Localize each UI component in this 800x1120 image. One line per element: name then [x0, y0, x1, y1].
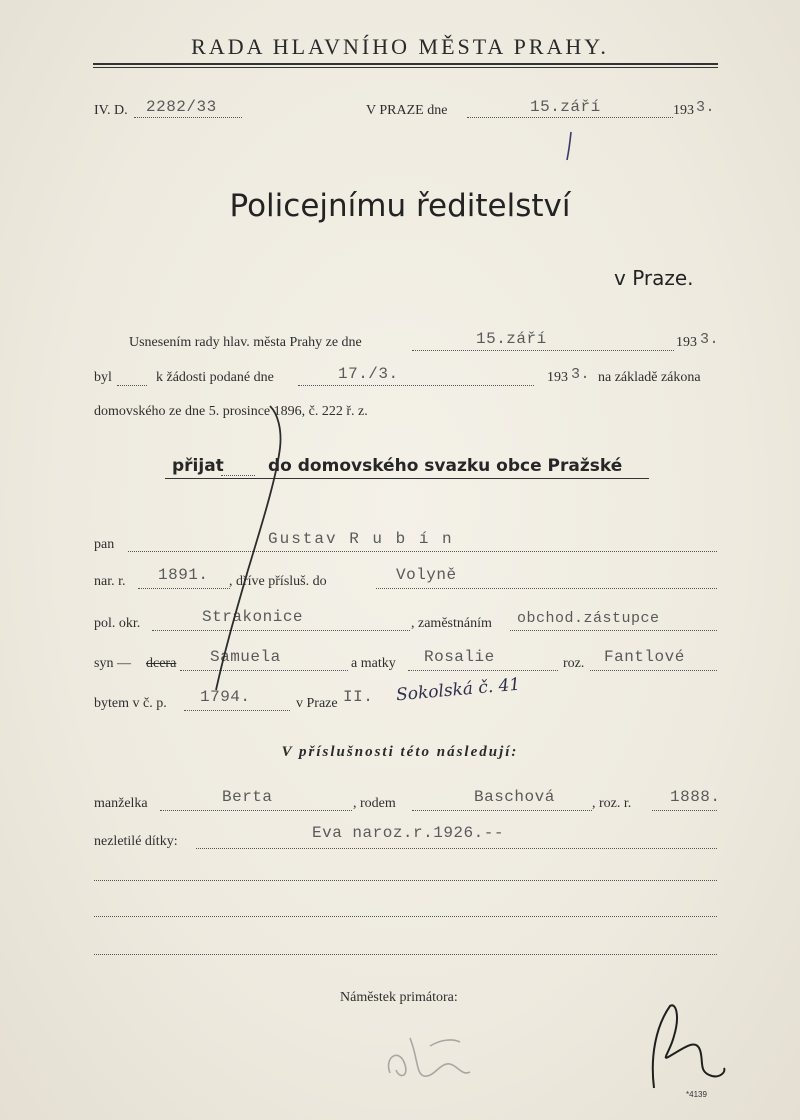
- born-label: nar. r.: [94, 574, 126, 589]
- header-rule-thick: [93, 63, 718, 65]
- pen-mark: [563, 130, 577, 164]
- occupation-dotted: [510, 630, 717, 631]
- wife-dotted: [160, 810, 352, 811]
- authority-heading: RADA HLAVNÍHO MĚSTA PRAHY.: [191, 34, 609, 59]
- occupation-label: , zaměstnáním: [411, 616, 492, 631]
- mother-label: a matky: [351, 656, 396, 671]
- wife-born-dotted: [652, 810, 717, 811]
- prev-domicile-label: , dříve přísluš. do: [229, 574, 327, 589]
- decision-word: přijat: [172, 456, 224, 476]
- born-year: 1891.: [158, 566, 209, 584]
- city-label: v Praze: [296, 696, 338, 711]
- district-label: pol. okr.: [94, 616, 141, 631]
- address-label: bytem v č. p.: [94, 696, 167, 711]
- wife-nee-dotted: [412, 810, 592, 811]
- byl-label: byl: [94, 370, 112, 385]
- resolution-line1-label: Usnesením rady hlav. města Prahy ze dne: [129, 335, 362, 350]
- district-value: Strakonice: [202, 608, 304, 626]
- header-year-suffix: 3.: [696, 99, 716, 116]
- wife-maiden-name: Baschová: [474, 788, 555, 806]
- person-name: Gustav R u b í n: [268, 530, 454, 548]
- maiden-dotted: [590, 670, 717, 671]
- law-basis-label: na základě zákona: [598, 370, 701, 385]
- byl-dotted: [117, 385, 147, 386]
- blank-line-2: [94, 916, 717, 917]
- wife-born-label: , roz. r.: [592, 796, 632, 811]
- form-number: *4139: [686, 1090, 707, 1099]
- resolution-year-prefix: 193: [676, 335, 697, 350]
- signature-initial: [640, 996, 730, 1096]
- wife-born-year: 1888.: [670, 788, 721, 806]
- children-label: nezletilé dítky:: [94, 834, 178, 849]
- addressee-city: v Praze.: [614, 266, 694, 290]
- prev-dotted: [376, 588, 717, 589]
- father-name: Samuela: [210, 648, 281, 666]
- place-date-label: V PRAZE dne: [366, 103, 448, 118]
- faded-signature: [380, 1018, 480, 1088]
- request-year-suffix: 3.: [571, 366, 591, 383]
- district-number: II.: [343, 688, 374, 706]
- wife-nee-label: , rodem: [353, 796, 396, 811]
- header-year-prefix: 193: [673, 103, 694, 118]
- mother-name: Rosalie: [424, 648, 495, 666]
- header-rule-thin: [93, 67, 718, 68]
- resolution-year-suffix: 3.: [700, 331, 720, 348]
- wife-label: manželka: [94, 796, 148, 811]
- request-year-prefix: 193: [547, 370, 568, 385]
- reference-dotted-line: [134, 117, 242, 118]
- law-reference: domovského ze dne 5. prosince 1896, č. 222 ř. z.: [94, 404, 368, 419]
- request-label: k žádosti podané dne: [156, 370, 274, 385]
- children-dotted: [196, 848, 717, 849]
- signatory-label: Náměstek primátora:: [340, 990, 458, 1005]
- blank-line-1: [94, 880, 717, 881]
- address-number-dotted: [184, 710, 290, 711]
- date-dotted-line: [467, 117, 673, 118]
- mother-dotted: [408, 670, 558, 671]
- reference-label: IV. D.: [94, 103, 128, 118]
- blank-line-3: [94, 954, 717, 955]
- decision-text: do domovského svazku obce Pražské: [268, 456, 623, 476]
- children-value: Eva naroz.r.1926.--: [312, 824, 504, 842]
- resolution-date: 15.září: [476, 330, 547, 348]
- wife-name: Berta: [222, 788, 273, 806]
- header-date: 15.září: [530, 98, 601, 116]
- reference-number: 2282/33: [146, 98, 217, 116]
- request-date-dotted: [298, 385, 534, 386]
- address-number: 1794.: [200, 688, 251, 706]
- occupation-value: obchod.zástupce: [517, 610, 660, 627]
- maiden-label: roz.: [563, 656, 585, 671]
- daughter-label-struck: dcera: [146, 656, 177, 671]
- dependents-heading: V příslušnosti této následují:: [281, 744, 519, 760]
- street-handwritten: Sokolská č. 41: [395, 674, 522, 706]
- request-date: 17./3.: [338, 365, 399, 383]
- cancellation-pen-stroke: [200, 400, 290, 700]
- resolution-date-dotted: [412, 350, 674, 351]
- pan-label: pan: [94, 537, 115, 552]
- maiden-name: Fantlové: [604, 648, 685, 666]
- son-label: syn —: [94, 656, 131, 671]
- prev-domicile: Volyně: [396, 566, 457, 584]
- addressee-title: Policejnímu ředitelství: [229, 188, 571, 224]
